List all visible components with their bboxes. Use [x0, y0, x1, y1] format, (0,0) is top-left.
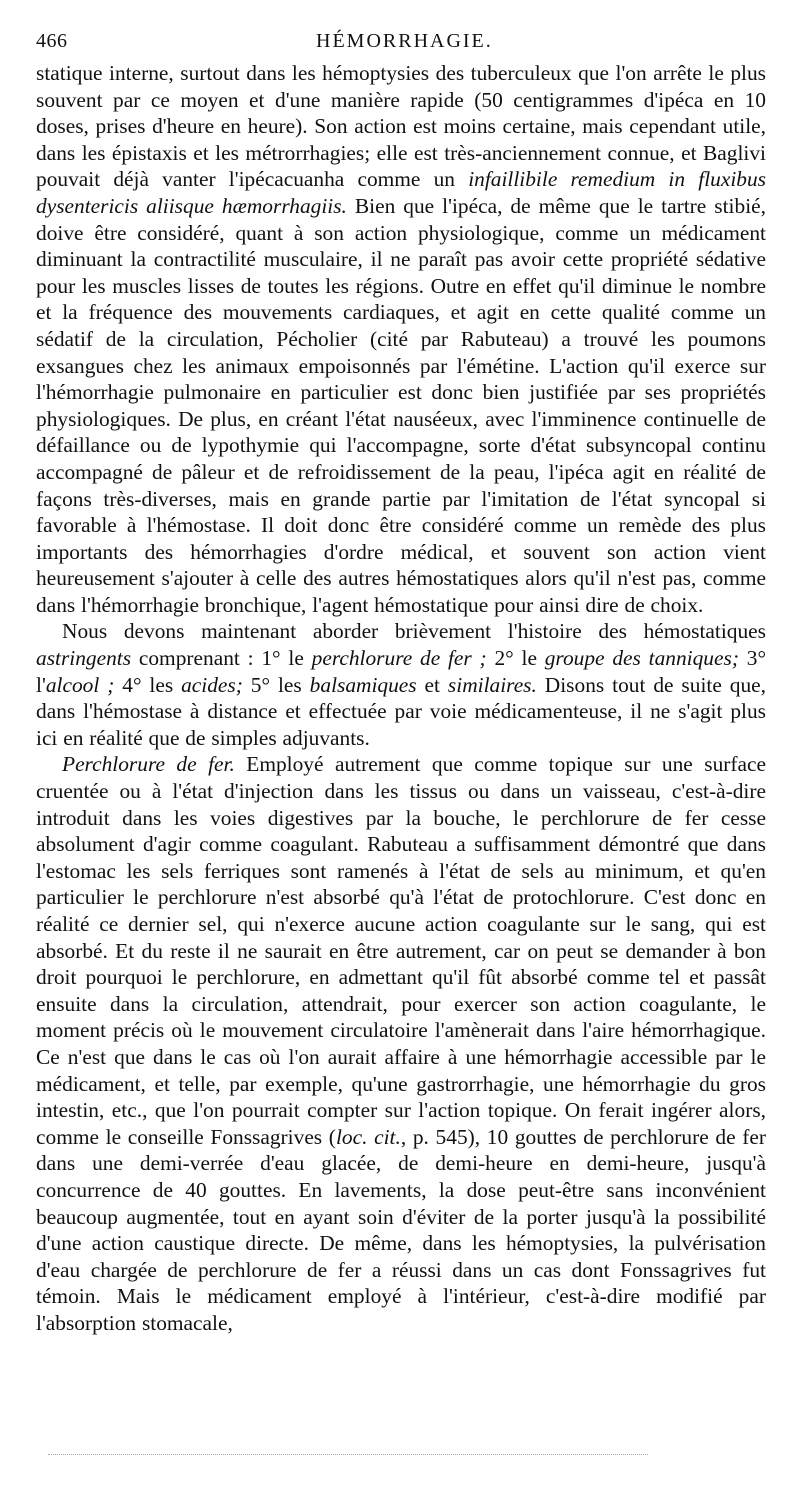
italic-run: perchlorure de fer ;	[311, 646, 487, 671]
text-run: Disons tout de suite que, dans l'hémostase à distance et effectuée par voie médicamenteuse, il ne s'agit plus ici en réalité que de simples adjuvants.	[36, 672, 766, 750]
italic-run: infaillibile remedium in fluxibus dysentericis aliisque hæmorrhagiis.	[36, 167, 766, 218]
running-title: HÉMORRHAGIE.	[316, 30, 493, 52]
text-run: comprenant : 1° le	[131, 646, 312, 671]
italic-run: acides;	[181, 672, 243, 697]
italic-run: alcool ;	[45, 672, 115, 697]
footer-rule	[48, 1454, 648, 1455]
text-run: et	[416, 672, 448, 697]
paragraph	[36, 60, 766, 618]
page-header	[36, 26, 766, 60]
book-page	[36, 26, 766, 1337]
page-number: 466	[36, 30, 68, 52]
italic-run: groupe des tanniques;	[544, 646, 739, 671]
text-run: , p. 545), 10 gouttes de perchlorure de fer dans une demi-verrée d'eau glacée, de demi-heure en demi-heure, jusqu'à concurrence de 40 gouttes. En lavements, la dose peut-être sans inconvénient beaucoup augmentée, tout en ayant soin d'éviter de la porter jusqu'à la possibilité d'une action caustique directe. De même, dans les hémoptysies, la pulvérisation d'eau chargée de perchlorure de fer a réussi dans un cas dont Fonssagrives fut témoin. Mais le médicament employé à l'intérieur, c'est-à-dire modifié par l'absorption stomacale,	[36, 1124, 767, 1335]
italic-run: similaires.	[447, 672, 537, 697]
text-run: 4° les	[114, 672, 182, 697]
italic-run: astringents	[36, 646, 132, 671]
italic-run: balsamiques	[309, 672, 417, 697]
text-run: Employé autrement que comme topique sur une surface cruentée ou à l'état d'injection dans les tissus ou dans un vaisseau, c'est-à-dire introduit dans les voies digestives par la bouche, le perchlorure de fer cesse absolument d'agir comme coagulant. Rabuteau a suffisamment démontré que dans l'estomac les sels ferriques sont ramenés à l'état de sels au minimum, et qu'en particulier le perchlorure n'est absorbé qu'à l'état de protochlorure. C'est donc en réalité ce dernier sel, qui n'exerce aucune action coagulante sur le sang, qui est absorbé. Et du reste il ne saurait en être autrement, car on peut se demander à bon droit pourquoi le perchlorure, en admettant qu'il fût absorbé comme tel et passât ensuite dans la circulation, attendrait, pour exercer son action coagulante, le moment précis où le mouvement circulatoire l'amènerait dans l'aire hémorrhagique. Ce n'est que dans le cas où l'on aurait affaire à une hémorrhagie accessible par le médicament, et telle, par exemple, qu'une gastrorrhagie, une hémorrhagie du gros intestin, etc., que l'on pourrait compter sur l'action topique. On ferait ingérer alors, comme le conseille Fonssagrives (	[36, 752, 766, 1149]
text-run: statique interne, surtout dans les hémoptysies des tuberculeux que l'on arrête le plus souvent par ce moyen et d'une manière rapide (50 centigrammes d'ipéca en 10 doses, prises d'heure en heure). Son action est moins certaine, mais cependant utile, dans les épistaxis et les métrorrhagies; elle est très-anciennement connue, et Baglivi pouvait déjà vanter l'ipécacuanha comme un	[36, 61, 766, 192]
text-run: 5° les	[242, 672, 310, 697]
text-run: Nous devons maintenant aborder brièvement l'histoire des hémostatiques	[62, 619, 766, 644]
paragraph	[36, 751, 766, 1336]
italic-run: loc. cit.	[335, 1124, 401, 1149]
paragraph	[36, 618, 766, 751]
italic-run: Perchlorure de fer.	[62, 752, 235, 777]
text-run: 3° l'	[36, 646, 766, 697]
text-run: 2° le	[486, 646, 545, 671]
body-text	[36, 60, 766, 1337]
text-run: Bien que l'ipéca, de même que le tartre stibié, doive être considéré, quant à son action physiologique, comme un médicament diminuant la contractilité musculaire, il ne paraît pas avoir cette propriété sédative pour les muscles lisses de toutes les régions. Outre en effet qu'il diminue le nombre et la fréquence des mouvements cardiaques, et agit en cette qualité comme un sédatif de la circulation, Pécholier (cité par Rabuteau) a trouvé les poumons exsangues chez les animaux empoisonnés par l'émétine. L'action qu'il exerce sur l'hémorrhagie pulmonaire en particulier est donc bien justifiée par ses propriétés physiologiques. De plus, en créant l'état nauséeux, avec l'imminence continuelle de défaillance ou de lypothymie qui l'accompagne, sorte d'état subsyncopal continu accompagné de pâleur et de refroidissement de la peau, l'ipéca agit en réalité de façons très-diverses, mais en grande partie par l'imitation de l'état syncopal si favorable à l'hémostase. Il doit donc être considéré comme un remède des plus importants des hémorrhagies d'ordre médical, et souvent son action vient heureusement s'ajouter à celle des autres hémostatiques alors qu'il n'est pas, comme dans l'hémorrhagie bronchique, l'agent hémostatique pour ainsi dire de choix.	[36, 193, 766, 617]
